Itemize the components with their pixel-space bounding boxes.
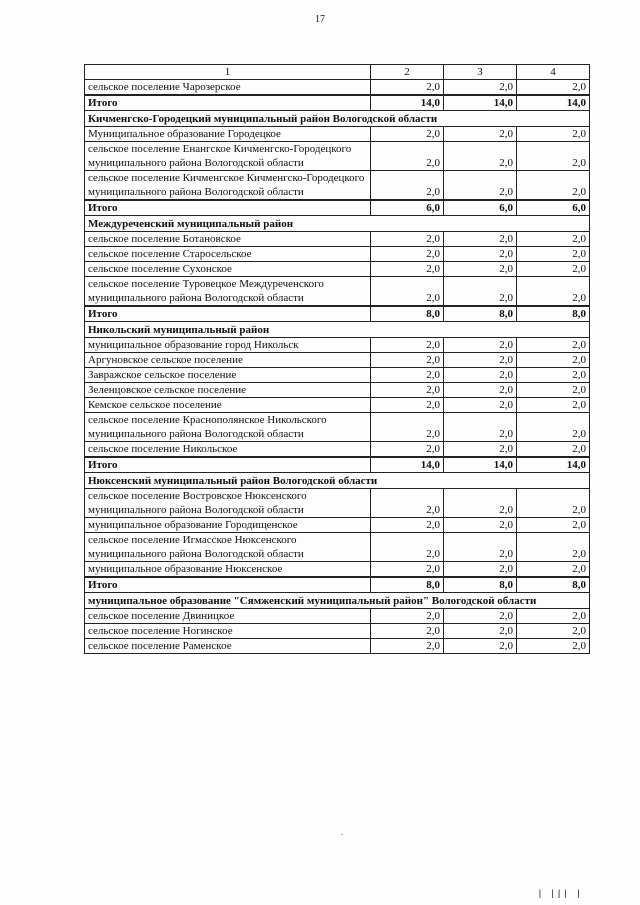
value-col-2: 2,0 xyxy=(371,383,444,398)
section-header-row xyxy=(85,322,590,338)
value-col-2: 2,0 xyxy=(371,353,444,368)
total-row xyxy=(85,306,590,322)
value-col-4: 2,0 xyxy=(517,262,590,277)
value-col-4: 8,0 xyxy=(517,577,590,593)
section-title: Междуреченский муниципальный район xyxy=(85,216,590,232)
value-col-3: 2,0 xyxy=(444,127,517,142)
value-col-2: 6,0 xyxy=(371,200,444,216)
total-label: Итого xyxy=(85,200,371,216)
value-col-3: 2,0 xyxy=(444,413,517,442)
settlement-name: сельское поселение Кичменгское Кичменгско-Городецкого муниципального района Вологодской области xyxy=(85,171,371,201)
value-col-2: 2,0 xyxy=(371,609,444,624)
value-col-3: 6,0 xyxy=(444,200,517,216)
settlement-name: Завражское сельское поселение xyxy=(85,368,371,383)
value-col-2: 2,0 xyxy=(371,518,444,533)
total-label: Итого xyxy=(85,95,371,111)
settlement-name: сельское поселение Старосельское xyxy=(85,247,371,262)
value-col-4: 2,0 xyxy=(517,442,590,458)
value-col-2: 2,0 xyxy=(371,127,444,142)
total-label: Итого xyxy=(85,457,371,473)
value-col-3: 14,0 xyxy=(444,95,517,111)
table-row xyxy=(85,442,590,458)
table-row xyxy=(85,171,590,201)
value-col-2: 2,0 xyxy=(371,533,444,562)
table-row xyxy=(85,518,590,533)
section-title: Никольский муниципальный район xyxy=(85,322,590,338)
value-col-2: 8,0 xyxy=(371,577,444,593)
settlement-name: сельское поселение Ногинское xyxy=(85,624,371,639)
value-col-4: 2,0 xyxy=(517,232,590,247)
value-col-2: 2,0 xyxy=(371,262,444,277)
value-col-4: 2,0 xyxy=(517,639,590,654)
table-row xyxy=(85,489,590,518)
header-col-4: 4 xyxy=(517,65,590,80)
header-col-2: 2 xyxy=(371,65,444,80)
settlement-name: муниципальное образование город Никольск xyxy=(85,338,371,353)
section-header-row xyxy=(85,216,590,232)
value-col-4: 2,0 xyxy=(517,398,590,413)
settlement-name: сельское поселение Востровское Нюксенского муниципального района Вологодской области xyxy=(85,489,371,518)
settlement-name: сельское поселение Сухонское xyxy=(85,262,371,277)
value-col-2: 2,0 xyxy=(371,639,444,654)
value-col-4: 2,0 xyxy=(517,338,590,353)
total-row xyxy=(85,95,590,111)
settlement-name: сельское поселение Ботановское xyxy=(85,232,371,247)
settlement-name: Зеленцовское сельское поселение xyxy=(85,383,371,398)
value-col-4: 2,0 xyxy=(517,127,590,142)
section-title: Кичменгско-Городецкий муниципальный район Вологодской области xyxy=(85,111,590,127)
value-col-4: 2,0 xyxy=(517,562,590,578)
header-col-3: 3 xyxy=(444,65,517,80)
table-row xyxy=(85,398,590,413)
value-col-3: 2,0 xyxy=(444,338,517,353)
value-col-3: 2,0 xyxy=(444,442,517,458)
value-col-2: 8,0 xyxy=(371,306,444,322)
footer-barcode-mark: | ||| | xyxy=(537,889,582,899)
settlement-name: Муниципальное образование Городецкое xyxy=(85,127,371,142)
settlement-name: Кемское сельское поселение xyxy=(85,398,371,413)
value-col-2: 2,0 xyxy=(371,442,444,458)
value-col-3: 2,0 xyxy=(444,383,517,398)
allocation-table xyxy=(84,64,590,654)
value-col-3: 8,0 xyxy=(444,306,517,322)
value-col-3: 2,0 xyxy=(444,639,517,654)
value-col-2: 2,0 xyxy=(371,489,444,518)
value-col-3: 2,0 xyxy=(444,533,517,562)
section-title: Нюксенский муниципальный район Вологодской области xyxy=(85,473,590,489)
value-col-3: 2,0 xyxy=(444,80,517,96)
table-header-row xyxy=(85,65,590,80)
value-col-3: 2,0 xyxy=(444,277,517,307)
table-row xyxy=(85,127,590,142)
value-col-2: 2,0 xyxy=(371,338,444,353)
table-row xyxy=(85,639,590,654)
table-row xyxy=(85,232,590,247)
value-col-3: 2,0 xyxy=(444,262,517,277)
value-col-4: 6,0 xyxy=(517,200,590,216)
value-col-3: 2,0 xyxy=(444,518,517,533)
value-col-4: 2,0 xyxy=(517,609,590,624)
value-col-2: 14,0 xyxy=(371,457,444,473)
header-col-1: 1 xyxy=(85,65,371,80)
table-row xyxy=(85,80,590,96)
settlement-name: сельское поселение Игмасское Нюксенского муниципального района Вологодской области xyxy=(85,533,371,562)
value-col-2: 2,0 xyxy=(371,413,444,442)
value-col-4: 14,0 xyxy=(517,95,590,111)
settlement-name: сельское поселение Енангское Кичменгско-Городецкого муниципального района Вологодской области xyxy=(85,142,371,171)
section-header-row xyxy=(85,111,590,127)
settlement-name: сельское поселение Чарозерское xyxy=(85,80,371,96)
value-col-3: 2,0 xyxy=(444,489,517,518)
value-col-2: 2,0 xyxy=(371,624,444,639)
value-col-4: 2,0 xyxy=(517,533,590,562)
value-col-4: 2,0 xyxy=(517,413,590,442)
value-col-4: 2,0 xyxy=(517,171,590,201)
table-row xyxy=(85,383,590,398)
total-label: Итого xyxy=(85,306,371,322)
value-col-3: 2,0 xyxy=(444,232,517,247)
table-row xyxy=(85,609,590,624)
section-header-row xyxy=(85,473,590,489)
value-col-4: 2,0 xyxy=(517,368,590,383)
table-row xyxy=(85,338,590,353)
value-col-4: 2,0 xyxy=(517,277,590,307)
value-col-3: 14,0 xyxy=(444,457,517,473)
table-row xyxy=(85,277,590,307)
value-col-2: 2,0 xyxy=(371,142,444,171)
value-col-4: 2,0 xyxy=(517,624,590,639)
settlement-name: сельское поселение Двиницкое xyxy=(85,609,371,624)
value-col-3: 2,0 xyxy=(444,171,517,201)
section-header-row xyxy=(85,593,590,609)
total-row xyxy=(85,200,590,216)
value-col-2: 2,0 xyxy=(371,398,444,413)
table-row xyxy=(85,247,590,262)
table-row xyxy=(85,413,590,442)
value-col-2: 2,0 xyxy=(371,232,444,247)
value-col-3: 2,0 xyxy=(444,142,517,171)
value-col-3: 2,0 xyxy=(444,368,517,383)
value-col-3: 2,0 xyxy=(444,624,517,639)
value-col-3: 2,0 xyxy=(444,562,517,578)
value-col-2: 2,0 xyxy=(371,277,444,307)
value-col-4: 8,0 xyxy=(517,306,590,322)
settlement-name: муниципальное образование Городищенское xyxy=(85,518,371,533)
value-col-4: 2,0 xyxy=(517,80,590,96)
table-row xyxy=(85,353,590,368)
value-col-4: 2,0 xyxy=(517,247,590,262)
value-col-2: 14,0 xyxy=(371,95,444,111)
table-row xyxy=(85,368,590,383)
table-row xyxy=(85,562,590,578)
value-col-4: 2,0 xyxy=(517,353,590,368)
table-row xyxy=(85,533,590,562)
value-col-3: 8,0 xyxy=(444,577,517,593)
section-title: муниципальное образование "Сямженский муниципальный район" Вологодской области xyxy=(85,593,590,609)
value-col-4: 14,0 xyxy=(517,457,590,473)
value-col-3: 2,0 xyxy=(444,353,517,368)
value-col-4: 2,0 xyxy=(517,518,590,533)
page-number: 17 xyxy=(315,14,325,25)
value-col-2: 2,0 xyxy=(371,562,444,578)
value-col-3: 2,0 xyxy=(444,609,517,624)
total-label: Итого xyxy=(85,577,371,593)
table-row xyxy=(85,142,590,171)
value-col-4: 2,0 xyxy=(517,142,590,171)
settlement-name: сельское поселение Раменское xyxy=(85,639,371,654)
value-col-2: 2,0 xyxy=(371,247,444,262)
value-col-2: 2,0 xyxy=(371,171,444,201)
settlement-name: муниципальное образование Нюксенское xyxy=(85,562,371,578)
value-col-4: 2,0 xyxy=(517,383,590,398)
table-row xyxy=(85,262,590,277)
stray-mark: . xyxy=(341,828,343,837)
total-row xyxy=(85,457,590,473)
settlement-name: сельское поселение Краснополянское Никольского муниципального района Вологодской области xyxy=(85,413,371,442)
settlement-name: Аргуновское сельское поселение xyxy=(85,353,371,368)
settlement-name: сельское поселение Никольское xyxy=(85,442,371,458)
settlement-name: сельское поселение Туровецкое Междуреченского муниципального района Вологодской области xyxy=(85,277,371,307)
value-col-3: 2,0 xyxy=(444,247,517,262)
value-col-2: 2,0 xyxy=(371,368,444,383)
total-row xyxy=(85,577,590,593)
table-row xyxy=(85,624,590,639)
value-col-2: 2,0 xyxy=(371,80,444,96)
value-col-4: 2,0 xyxy=(517,489,590,518)
value-col-3: 2,0 xyxy=(444,398,517,413)
